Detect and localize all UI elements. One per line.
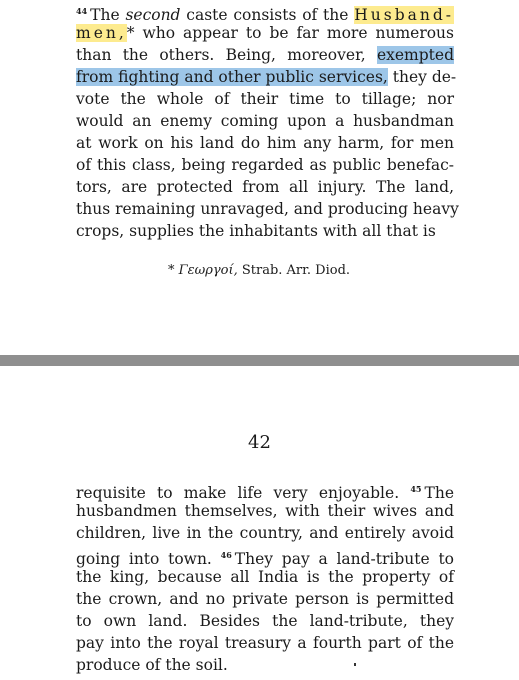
bottom-page xyxy=(0,366,519,680)
paragraph-marker: 44 xyxy=(76,6,88,16)
paragraph-marker: 45 xyxy=(410,484,422,494)
text-line-19: pay into the royal treasury a fourth part of the xyxy=(76,634,454,652)
ink-speck xyxy=(354,663,356,666)
italic-word: second xyxy=(125,6,181,24)
text-line-15: going into town. $^{46}$ They pay a land-tribute to xyxy=(76,550,455,568)
text-line-17: the crown, and no private person is permitted xyxy=(76,590,454,608)
text-line-13: husbandmen themselves, with their wives and xyxy=(76,502,454,520)
page-number: 42 xyxy=(248,432,271,453)
text-line-5: vote the whole of their time to tillage; nor xyxy=(76,90,454,108)
text-line-14: children, live in the country, and entirely avoid xyxy=(76,524,454,542)
text-line-3: than the others. Being, moreover, exempted xyxy=(76,46,454,64)
paragraph-marker: 46 xyxy=(220,550,232,560)
text-line-1: $^{44}$ The second caste consists of the Husband- xyxy=(76,6,454,24)
footnote-source: Strab. Arr. Diod. xyxy=(237,263,351,278)
text-line-18: to own land. Besides the land-tribute, they xyxy=(76,612,454,630)
highlight-yellow[interactable]: Husband- xyxy=(354,6,454,24)
page-separator xyxy=(0,355,519,366)
text-line-7: at work on his land do him any harm, for men xyxy=(76,134,454,152)
text-line-2: men,* who appear to be far more numerous xyxy=(76,24,454,42)
footnote xyxy=(168,263,350,278)
text-line-10: thus remaining unravaged, and producing heavy xyxy=(76,200,459,218)
text-line-12: requisite to make life very enjoyable. $^{45}$ The xyxy=(76,484,454,502)
highlight-blue[interactable]: from fighting and other public services, xyxy=(76,68,388,86)
text-line-11: crops, supplies the inhabitants with all that is xyxy=(76,222,436,240)
text-line-8: of this class, being regarded as public benefac- xyxy=(76,156,454,174)
highlight-yellow[interactable]: men, xyxy=(76,24,127,42)
text-line-4: from fighting and other public services, they de- xyxy=(76,68,457,86)
highlight-blue[interactable]: exempted xyxy=(376,46,454,64)
text-line-16: the king, because all India is the property of xyxy=(76,568,454,586)
text-line-20: produce of the soil. xyxy=(76,656,228,674)
footnote-greek: Γεωργοί, xyxy=(178,263,238,278)
text-line-9: tors, are protected from all injury. The land, xyxy=(76,178,454,196)
footnote-marker: * xyxy=(168,263,175,278)
text-line-6: would an enemy coming upon a husbandman xyxy=(76,112,454,130)
